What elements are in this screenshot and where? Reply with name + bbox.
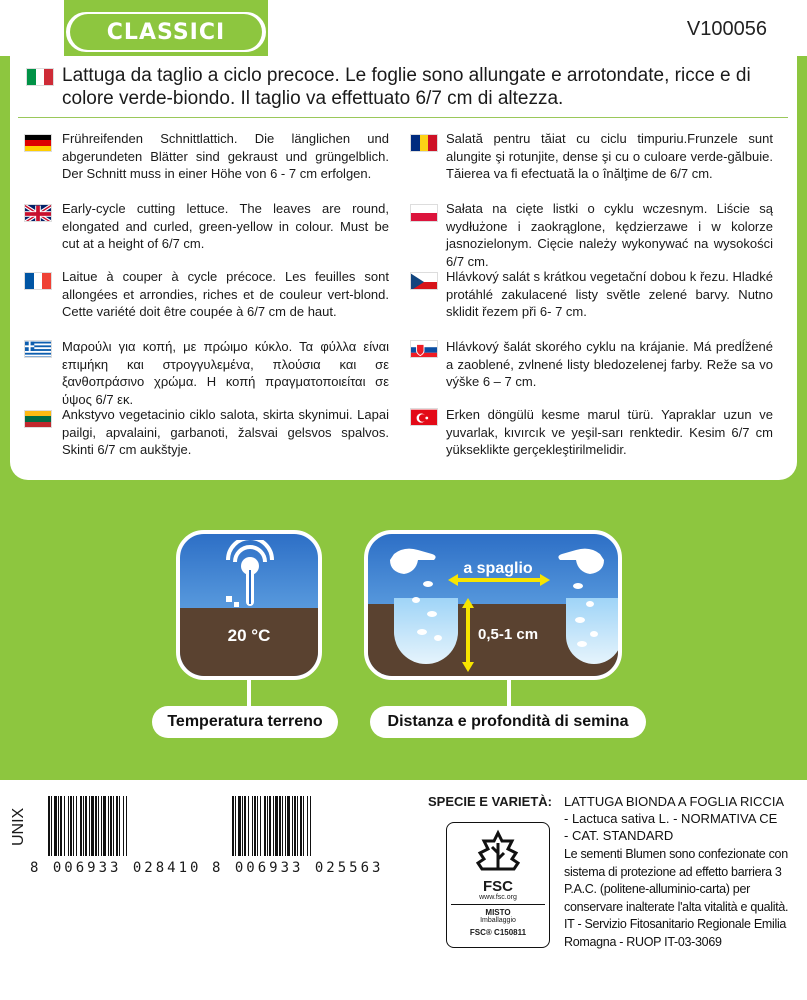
flag-lt-icon [24, 410, 52, 428]
flag-it-icon [26, 68, 54, 86]
distance-label: Distanza e profondità di semina [370, 706, 646, 738]
specie-line-1: LATTUGA BIONDA A FOGLIA RICCIA [564, 794, 785, 809]
text-gr: Μαρούλι για κοπή, με πρώιμο κύκλο. Τα φύλλα είναι επιμήκη και στρογγυλεμένα, πλούσια και σε ξανθοπράσινο χρώμα. Η κοπή πραγματοποιείται σε ύψος 6/7 εκ. [62, 339, 389, 407]
divider [18, 117, 788, 118]
product-code: V100056 [686, 18, 767, 40]
category-title: CLASSICI [70, 14, 262, 50]
text-de: Frühreifenden Schnittlattich. Die länglichen und abgerundeten Blätter sind gekraust und grüngelblich. Der Schnitt muss in einer Höhe von 6 - 7 cm erfolgen. [62, 131, 389, 181]
text-gb: Early-cycle cutting lettuce. The leaves are round, elongated and curled, green-yellow in colour. Must be cut at a height of 6/7 cm. [62, 201, 389, 251]
fsc-code: FSC® C150811 [469, 928, 527, 937]
temperature-panel [176, 530, 322, 680]
specie-line-2: - Lactuca sativa L. - NORMATIVA CE [564, 811, 778, 826]
text-lt: Ankstyvo vegetacinio ciklo salota, skirta skynimui. Lapai pailgi, apvalaini, garbanoti, žalsvai gelsvos spalvos. Skinti 6/7 cm aukštyje. [62, 407, 389, 457]
flag-de-icon [24, 134, 52, 152]
sowing-diagram [368, 534, 622, 680]
barcode-bar [127, 796, 128, 856]
specie-line-3: - CAT. STANDARD [564, 828, 674, 843]
unix-label: UNIX [10, 807, 27, 846]
barcode-1 [48, 796, 128, 856]
flag-gb-icon [24, 204, 52, 222]
fsc-type: MISTO [451, 904, 545, 917]
text-fr: Laitue à couper à cycle précoce. Les feuilles sont allongées et arrondies, riches et de couleur vert-blond. Cette variété doit être coupée à 6/7 cm de haut. [62, 269, 389, 319]
barcode-1-number: 8 006933 028410 [30, 860, 202, 876]
flag-tr-icon [410, 408, 438, 426]
text-cz: Hlávkový salát s krátkou vegetační dobou k řezu. Hladké protáhlé zakulacené listy světle zelené barvy. Nutno sklidit řezem při 6- 7 cm. [446, 269, 773, 319]
flag-gr-icon [24, 340, 52, 358]
fsc-sub: Imballaggio [480, 917, 516, 924]
fsc-logo [446, 822, 550, 948]
sowing-depth: 0,5-1 cm [478, 626, 539, 643]
text-ro: Salată pentru tăiat cu ciclu timpuriu.Frunzele sunt alungite şi rotunjite, dense şi cu o culoare verde-gălbuie. Tăierea va fi efectuată la o înălţime de 6/7 cm. [446, 131, 773, 181]
flag-pl-icon [410, 204, 438, 222]
specie-label: SPECIE E VARIETÀ: [428, 794, 553, 809]
text-sk: Hlávkový šalát skorého cyklu na krájanie. Má predĺžené a zaoblené, zvlnené listy bledozelenej farby. Reže sa vo výške 6 – 7 cm. [446, 339, 773, 389]
packaging-info: Le sementi Blumen sono confezionate con sistema di protezione ad effetto barriera 3 P.A.C. (politene-alluminio-carta) per conservare inalterate l'alta vitalità e qualità. IT - Servizio Fitosanitario Regionale Emilia Romagna - RUOP IT-03-3069 [564, 847, 789, 949]
sowing-method: a spaglio [463, 560, 533, 577]
temperature-label: Temperatura terreno [152, 706, 338, 738]
italian-description: Lattuga da taglio a ciclo precoce. Le foglie sono allungate e arrotondate, ricce e di colore verde-biondo. Il taglio va effettuato 6/7 cm di altezza. [62, 65, 751, 109]
temperature-value: 20 °C [227, 626, 271, 645]
fsc-site: www.fsc.org [479, 894, 517, 901]
barcode-bar [311, 796, 312, 856]
text-tr: Erken döngülü kesme marul türü. Yapraklar uzun ve yuvarlak, kıvırcık ve yeşil-sarı renktedir. Kesim 6/7 cm yükseklikte gerçekleştirilmelidir. [446, 407, 773, 457]
fsc-text: FSC [483, 878, 513, 895]
barcode-2-number: 8 006933 025563 [212, 860, 384, 876]
barcode-2 [232, 796, 312, 856]
flag-sk-icon [410, 340, 438, 358]
sowing-panel [364, 530, 622, 680]
thermometer-icon [210, 540, 290, 610]
text-pl: Sałata na cięte listki o cyklu wczesnym. Liście są wydłużone i zaokrąglone, kędzierzawe i w kolorze jasnozielonym. Cięcie należy wykonywać na wysokości 6/7 cm. [446, 201, 773, 269]
fsc-tree-icon [474, 829, 522, 877]
flag-ro-icon [410, 134, 438, 152]
flag-cz-icon [410, 272, 438, 290]
flag-fr-icon [24, 272, 52, 290]
